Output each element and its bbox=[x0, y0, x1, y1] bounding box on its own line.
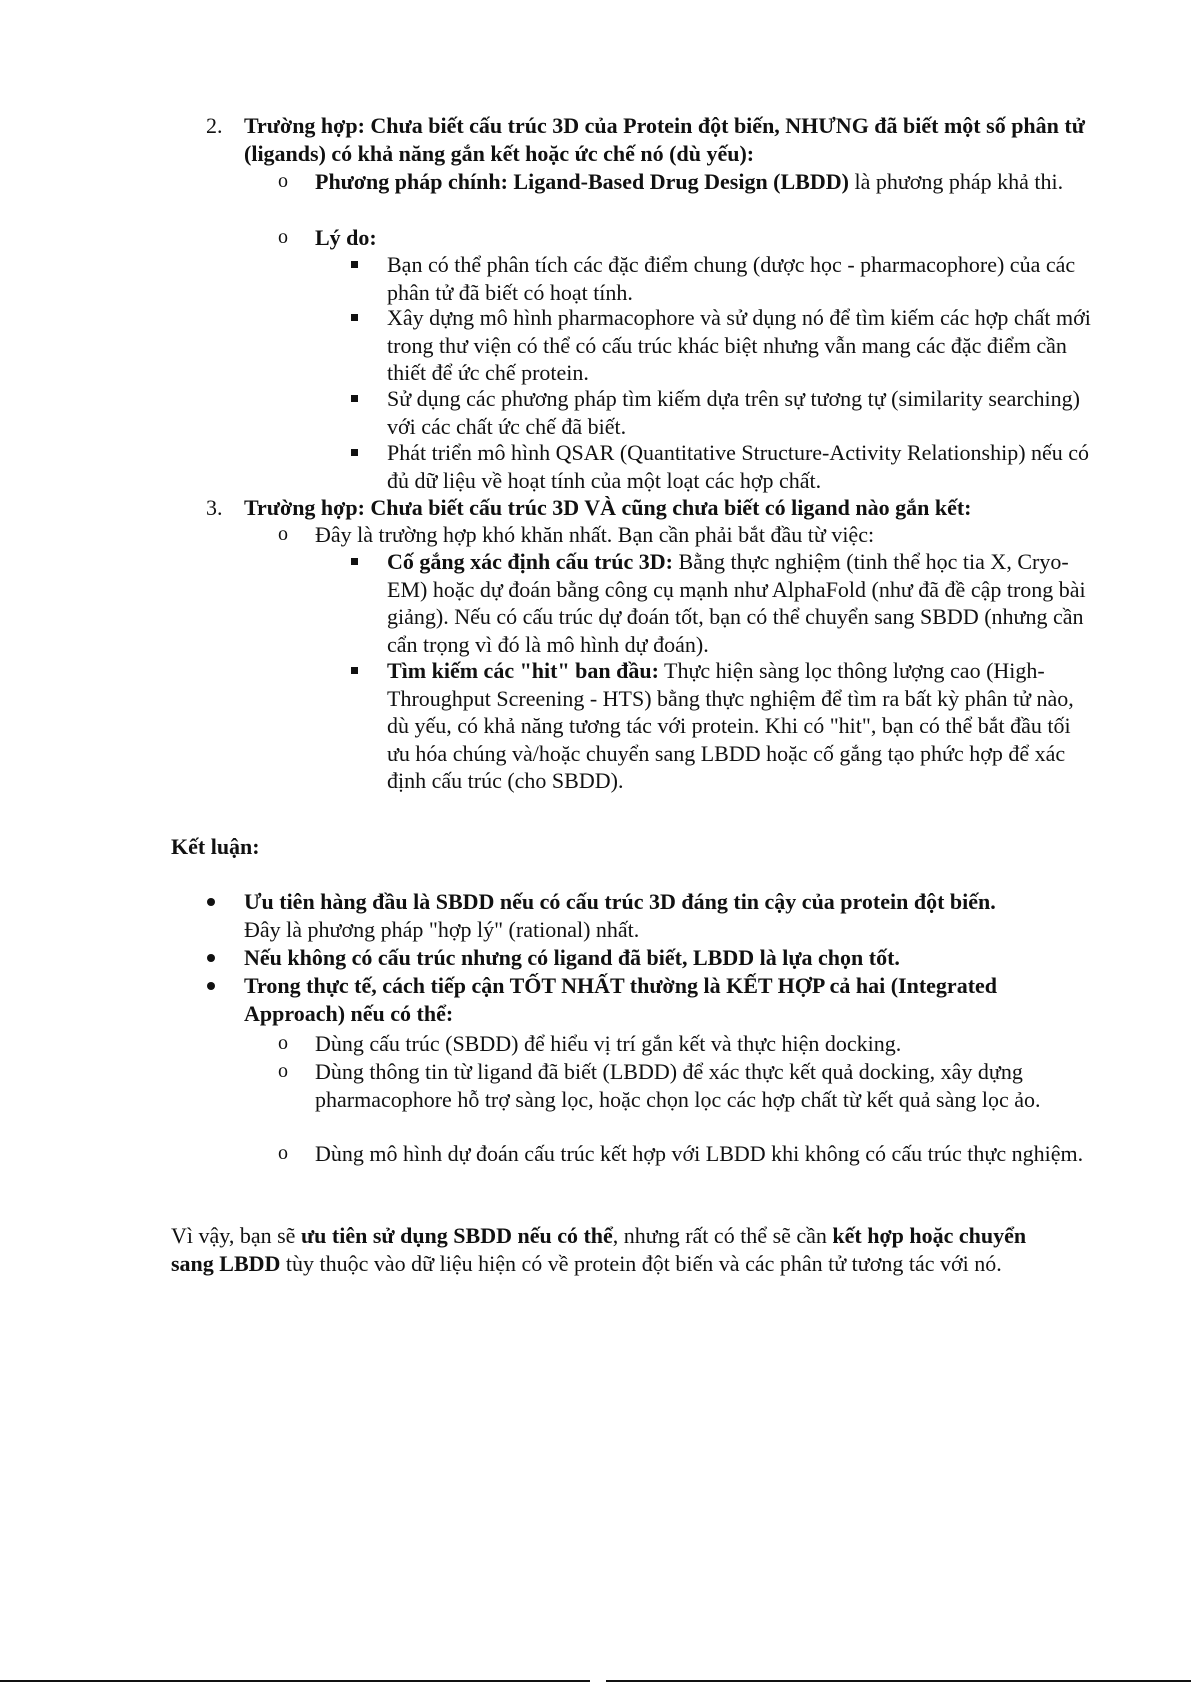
sub-bullet-marker: o bbox=[278, 226, 288, 248]
case2-heading-text: Trường hợp: Chưa biết cấu trúc 3D của Protein đột biến, NHƯNG đã biết một số phân tử (ligands) có khả năng gắn kết hoặc ức chế nó (dù yếu): bbox=[244, 113, 1085, 166]
case3-heading bbox=[244, 494, 1089, 522]
conclusion-sub-2: Dùng thông tin từ ligand đã biết (LBDD) để xác thực kết quả docking, xây dựng pharmacophore hỗ trợ sàng lọc, hoặc chọn lọc các hợp chất từ kết quả sàng lọc ảo. bbox=[315, 1059, 1041, 1112]
round-bullet bbox=[207, 972, 219, 990]
final-text-2: , nhưng rất có thể sẽ cần bbox=[612, 1223, 833, 1248]
conclusion-bullet-2 bbox=[244, 944, 1089, 972]
case2-method-rest: là phương pháp khả thi. bbox=[848, 169, 1064, 194]
case2-method bbox=[315, 168, 1095, 196]
round-bullet bbox=[207, 944, 219, 962]
sub-bullet-marker: o bbox=[278, 1060, 288, 1082]
conclusion-bullet-1 bbox=[244, 888, 1089, 943]
square-bullet bbox=[351, 439, 361, 449]
case3-step-1 bbox=[387, 548, 1097, 658]
case2-method-bold: Phương pháp chính: Ligand-Based Drug Design (LBDD) bbox=[315, 169, 849, 194]
final-text-3: tùy thuộc vào dữ liệu hiện có về protein đột biến và các phân tử tương tác với nó. bbox=[280, 1250, 1002, 1276]
round-bullet bbox=[207, 888, 219, 906]
square-bullet bbox=[351, 657, 361, 667]
case3-step-1-rest: Bằng thực nghiệm (tinh thể học tia X, Cryo-EM) hoặc dự đoán bằng công cụ mạnh như AlphaFold (như đã đề cập trong bài giảng). Nếu có cấu trúc dự đoán tốt, bạn có thể chuyển sang SBDD (nhưng cần cẩn trọng vì đó là mô hình dự đoán). bbox=[387, 549, 1086, 657]
case2-heading bbox=[244, 112, 1089, 167]
sub-bullet-marker: o bbox=[278, 1032, 288, 1054]
square-bullet bbox=[351, 304, 361, 314]
conclusion-bullet-2-text: Nếu không có cấu trúc nhưng có ligand đã biết, LBDD là lựa chọn tốt. bbox=[244, 945, 900, 970]
sub-bullet-marker: o bbox=[278, 1142, 288, 1164]
sub-bullet-marker: o bbox=[278, 170, 288, 192]
conclusion-heading: Kết luận: bbox=[171, 834, 260, 859]
conclusion-bullet-3-text: Trong thực tế, cách tiếp cận TỐT NHẤT thường là KẾT HỢP cả hai (Integrated Approach) nếu có thể: bbox=[244, 973, 998, 1026]
case3-step-1-bold: Cố gắng xác định cấu trúc 3D: bbox=[387, 549, 674, 574]
list-number-3: 3. bbox=[206, 495, 223, 520]
final-bold-1: ưu tiên sử dụng SBDD nếu có thể bbox=[300, 1223, 613, 1248]
list-number-2: 2. bbox=[206, 113, 223, 138]
conclusion-sub-3: Dùng mô hình dự đoán cấu trúc kết hợp với LBDD khi không có cấu trúc thực nghiệm. bbox=[315, 1141, 1084, 1166]
case3-step-2-rest: Thực hiện sàng lọc thông lượng cao (High-Throughput Screening - HTS) bằng thực nghiệm để tìm ra bất kỳ phân tử nào, dù yếu, có khả năng tương tác với protein. Khi có "hit", bạn có thể bắt đầu tối ưu hóa chúng và/hoặc chuyển sang LBDD hoặc cố gắng tạo phức hợp để xác định cấu trúc (cho SBDD). bbox=[387, 658, 1074, 793]
page-bottom-rule-left bbox=[0, 1680, 590, 1682]
case3-step-2 bbox=[387, 657, 1097, 795]
case2-reason-2: Xây dựng mô hình pharmacophore và sử dụng nó để tìm kiếm các hợp chất mới trong thư viện có thể có cấu trúc khác biệt nhưng vẫn mang các đặc điểm cần thiết để ức chế protein. bbox=[387, 305, 1091, 385]
conclusion-bullet-3 bbox=[244, 972, 1089, 1027]
square-bullet bbox=[351, 385, 361, 395]
case3-intro: Đây là trường hợp khó khăn nhất. Bạn cần phải bắt đầu từ việc: bbox=[315, 522, 875, 547]
case2-reason-4: Phát triển mô hình QSAR (Quantitative Structure-Activity Relationship) nếu có đủ dữ liệu về hoạt tính của một loạt các hợp chất. bbox=[387, 440, 1090, 493]
conclusion-sub-1: Dùng cấu trúc (SBDD) để hiểu vị trí gắn kết và thực hiện docking. bbox=[315, 1031, 902, 1056]
conclusion-bullet-1-bold: Ưu tiên hàng đầu là SBDD nếu có cấu trúc 3D đáng tin cậy của protein đột biến. bbox=[244, 889, 996, 914]
square-bullet bbox=[351, 251, 361, 261]
page-bottom-rule-right bbox=[606, 1680, 1191, 1682]
case2-reason-1: Bạn có thể phân tích các đặc điểm chung (dược học - pharmacophore) của các phân tử đã biết có hoạt tính. bbox=[387, 252, 1076, 305]
case2-reason-3: Sử dụng các phương pháp tìm kiếm dựa trên sự tương tự (similarity searching) với các chất ức chế đã biết. bbox=[387, 386, 1080, 439]
case3-heading-text: Trường hợp: Chưa biết cấu trúc 3D VÀ cũng chưa biết có ligand nào gắn kết: bbox=[244, 495, 972, 520]
case2-reason-label-text: Lý do: bbox=[315, 225, 377, 250]
final-text-1: Vì vậy, bạn sẽ bbox=[171, 1223, 301, 1248]
case3-step-2-bold: Tìm kiếm các "hit" ban đầu: bbox=[387, 658, 659, 683]
conclusion-bullet-1-rest: Đây là phương pháp "hợp lý" (rational) nhất. bbox=[244, 916, 640, 942]
sub-bullet-marker: o bbox=[278, 523, 288, 545]
square-bullet bbox=[351, 548, 361, 558]
case2-reason-label bbox=[315, 224, 1095, 252]
final-bold-2: kết hợp hoặc chuyển sang LBDD bbox=[171, 1223, 1027, 1276]
final-paragraph bbox=[171, 1222, 1071, 1277]
